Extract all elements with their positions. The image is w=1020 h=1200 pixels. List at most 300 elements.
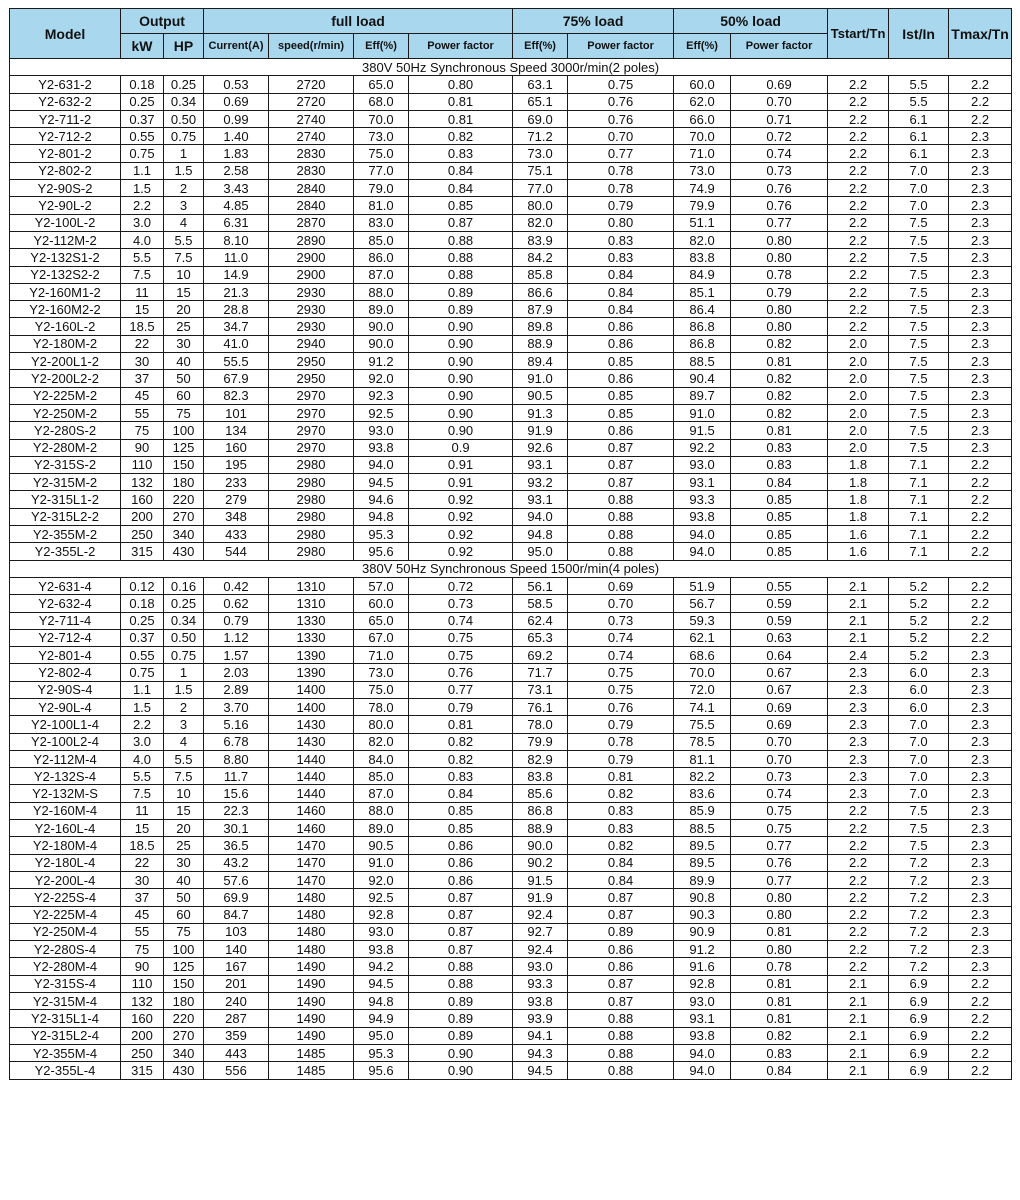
cell-current: 1.40 xyxy=(204,128,269,145)
cell-ist: 7.5 xyxy=(889,214,949,231)
cell-eff: 93.0 xyxy=(354,422,409,439)
cell-output-hp: 7.5 xyxy=(164,249,204,266)
cell-output-kw: 22 xyxy=(121,854,164,871)
cell-output-kw: 3.0 xyxy=(121,733,164,750)
cell-tmax: 2.3 xyxy=(949,750,1012,767)
cell-tstart: 2.1 xyxy=(828,975,889,992)
cell-eff-75: 92.4 xyxy=(513,906,568,923)
cell-current: 3.43 xyxy=(204,180,269,197)
cell-power-factor-75: 0.88 xyxy=(568,508,674,525)
cell-tmax: 2.3 xyxy=(949,128,1012,145)
cell-model: Y2-100L1-4 xyxy=(10,716,121,733)
cell-model: Y2-160L-4 xyxy=(10,820,121,837)
cell-ist: 6.0 xyxy=(889,698,949,715)
cell-power-factor-50: 0.75 xyxy=(731,820,828,837)
cell-eff-75: 76.1 xyxy=(513,698,568,715)
cell-output-kw: 1.5 xyxy=(121,180,164,197)
cell-eff: 95.6 xyxy=(354,1062,409,1079)
cell-tmax: 2.2 xyxy=(949,1044,1012,1061)
cell-power-factor: 0.87 xyxy=(409,906,513,923)
cell-speed: 2870 xyxy=(269,214,354,231)
cell-eff-75: 93.1 xyxy=(513,491,568,508)
cell-tstart: 2.2 xyxy=(828,197,889,214)
cell-tstart: 2.3 xyxy=(828,785,889,802)
cell-model: Y2-200L2-2 xyxy=(10,370,121,387)
cell-output-kw: 0.75 xyxy=(121,664,164,681)
cell-ist: 7.0 xyxy=(889,716,949,733)
cell-power-factor-50: 0.73 xyxy=(731,162,828,179)
table-row xyxy=(10,422,1012,439)
cell-output-hp: 100 xyxy=(164,941,204,958)
table-row xyxy=(10,318,1012,335)
cell-current: 167 xyxy=(204,958,269,975)
cell-eff-50: 93.0 xyxy=(674,993,731,1010)
cell-ist: 7.5 xyxy=(889,404,949,421)
cell-ist: 7.0 xyxy=(889,197,949,214)
cell-power-factor-75: 0.76 xyxy=(568,110,674,127)
cell-output-kw: 1.5 xyxy=(121,698,164,715)
cell-eff-50: 71.0 xyxy=(674,145,731,162)
cell-ist: 6.1 xyxy=(889,145,949,162)
cell-eff: 87.0 xyxy=(354,785,409,802)
cell-power-factor-50: 0.82 xyxy=(731,370,828,387)
cell-power-factor-75: 0.86 xyxy=(568,958,674,975)
cell-ist: 6.9 xyxy=(889,1010,949,1027)
cell-power-factor-75: 0.88 xyxy=(568,1027,674,1044)
cell-output-kw: 30 xyxy=(121,353,164,370)
cell-eff-50: 84.9 xyxy=(674,266,731,283)
cell-power-factor-50: 0.77 xyxy=(731,837,828,854)
cell-tmax: 2.2 xyxy=(949,508,1012,525)
cell-output-kw: 315 xyxy=(121,1062,164,1079)
cell-output-hp: 0.16 xyxy=(164,577,204,594)
cell-speed: 1310 xyxy=(269,595,354,612)
cell-current: 34.7 xyxy=(204,318,269,335)
cell-power-factor-50: 0.80 xyxy=(731,301,828,318)
cell-eff-50: 94.0 xyxy=(674,1062,731,1079)
cell-tstart: 2.1 xyxy=(828,1062,889,1079)
cell-eff-50: 89.5 xyxy=(674,854,731,871)
cell-model: Y2-801-2 xyxy=(10,145,121,162)
cell-tstart: 2.2 xyxy=(828,231,889,248)
cell-tstart: 1.6 xyxy=(828,543,889,560)
cell-ist: 7.5 xyxy=(889,370,949,387)
cell-eff-50: 56.7 xyxy=(674,595,731,612)
table-row xyxy=(10,993,1012,1010)
cell-power-factor: 0.82 xyxy=(409,750,513,767)
cell-tmax: 2.3 xyxy=(949,889,1012,906)
cell-model: Y2-112M-4 xyxy=(10,750,121,767)
cell-output-hp: 75 xyxy=(164,404,204,421)
cell-output-kw: 0.18 xyxy=(121,76,164,93)
cell-tmax: 2.3 xyxy=(949,214,1012,231)
cell-power-factor-75: 0.88 xyxy=(568,1044,674,1061)
header-hp: HP xyxy=(164,34,204,59)
cell-output-hp: 150 xyxy=(164,456,204,473)
cell-power-factor: 0.90 xyxy=(409,1062,513,1079)
cell-eff-50: 68.6 xyxy=(674,647,731,664)
cell-eff-75: 89.8 xyxy=(513,318,568,335)
cell-power-factor-50: 0.74 xyxy=(731,785,828,802)
table-row xyxy=(10,837,1012,854)
cell-eff: 65.0 xyxy=(354,76,409,93)
cell-ist: 7.0 xyxy=(889,733,949,750)
table-row xyxy=(10,698,1012,715)
cell-ist: 7.1 xyxy=(889,543,949,560)
table-row xyxy=(10,1044,1012,1061)
cell-eff: 71.0 xyxy=(354,647,409,664)
cell-output-kw: 0.37 xyxy=(121,110,164,127)
cell-model: Y2-315L1-4 xyxy=(10,1010,121,1027)
cell-eff-75: 89.4 xyxy=(513,353,568,370)
cell-power-factor: 0.84 xyxy=(409,180,513,197)
table-row xyxy=(10,249,1012,266)
cell-eff-50: 90.3 xyxy=(674,906,731,923)
cell-tstart: 1.8 xyxy=(828,474,889,491)
cell-output-kw: 0.55 xyxy=(121,128,164,145)
cell-output-kw: 18.5 xyxy=(121,837,164,854)
cell-model: Y2-280M-4 xyxy=(10,958,121,975)
cell-eff-75: 58.5 xyxy=(513,595,568,612)
cell-eff-75: 83.8 xyxy=(513,768,568,785)
cell-output-hp: 0.75 xyxy=(164,647,204,664)
header-power-factor-75: Power factor xyxy=(568,34,674,59)
cell-eff-75: 71.7 xyxy=(513,664,568,681)
cell-power-factor-75: 0.83 xyxy=(568,231,674,248)
cell-power-factor-75: 0.84 xyxy=(568,283,674,300)
table-row xyxy=(10,93,1012,110)
cell-eff-75: 94.5 xyxy=(513,1062,568,1079)
cell-output-hp: 430 xyxy=(164,543,204,560)
cell-power-factor: 0.75 xyxy=(409,629,513,646)
cell-tmax: 2.2 xyxy=(949,474,1012,491)
cell-tstart: 2.3 xyxy=(828,716,889,733)
cell-tmax: 2.3 xyxy=(949,716,1012,733)
cell-power-factor: 0.90 xyxy=(409,387,513,404)
cell-tstart: 2.2 xyxy=(828,301,889,318)
cell-speed: 2970 xyxy=(269,422,354,439)
cell-tstart: 2.2 xyxy=(828,802,889,819)
cell-eff: 75.0 xyxy=(354,681,409,698)
cell-speed: 2980 xyxy=(269,526,354,543)
cell-power-factor-75: 0.76 xyxy=(568,93,674,110)
cell-tstart: 2.1 xyxy=(828,629,889,646)
cell-output-kw: 2.2 xyxy=(121,716,164,733)
cell-power-factor-50: 0.64 xyxy=(731,647,828,664)
cell-eff-50: 74.9 xyxy=(674,180,731,197)
cell-output-kw: 5.5 xyxy=(121,249,164,266)
cell-ist: 7.5 xyxy=(889,439,949,456)
cell-speed: 1490 xyxy=(269,975,354,992)
cell-tmax: 2.3 xyxy=(949,923,1012,940)
cell-tmax: 2.3 xyxy=(949,733,1012,750)
cell-tstart: 2.1 xyxy=(828,1027,889,1044)
cell-output-kw: 7.5 xyxy=(121,266,164,283)
cell-tstart: 2.2 xyxy=(828,958,889,975)
cell-power-factor-75: 0.89 xyxy=(568,923,674,940)
cell-tmax: 2.2 xyxy=(949,595,1012,612)
cell-power-factor-75: 0.87 xyxy=(568,993,674,1010)
cell-power-factor-50: 0.83 xyxy=(731,456,828,473)
cell-eff-50: 70.0 xyxy=(674,128,731,145)
motor-spec-table xyxy=(9,8,1012,1080)
header-current: Current(A) xyxy=(204,34,269,59)
cell-model: Y2-180M-2 xyxy=(10,335,121,352)
cell-eff-75: 92.4 xyxy=(513,941,568,958)
table-row xyxy=(10,716,1012,733)
cell-tstart: 2.2 xyxy=(828,837,889,854)
cell-power-factor-50: 0.70 xyxy=(731,733,828,750)
cell-eff-50: 91.5 xyxy=(674,422,731,439)
cell-eff-75: 90.0 xyxy=(513,837,568,854)
cell-current: 11.0 xyxy=(204,249,269,266)
cell-power-factor-75: 0.79 xyxy=(568,197,674,214)
motor-spec-sheet xyxy=(9,8,1011,1080)
table-row xyxy=(10,180,1012,197)
cell-tstart: 1.8 xyxy=(828,456,889,473)
cell-model: Y2-711-2 xyxy=(10,110,121,127)
cell-eff: 90.5 xyxy=(354,837,409,854)
header-50-load: 50% load xyxy=(674,9,828,34)
cell-power-factor: 0.87 xyxy=(409,923,513,940)
cell-current: 2.89 xyxy=(204,681,269,698)
cell-eff: 75.0 xyxy=(354,145,409,162)
cell-power-factor-50: 0.81 xyxy=(731,422,828,439)
cell-tstart: 2.2 xyxy=(828,93,889,110)
cell-speed: 2970 xyxy=(269,404,354,421)
cell-eff: 95.6 xyxy=(354,543,409,560)
cell-tstart: 2.3 xyxy=(828,681,889,698)
cell-tmax: 2.3 xyxy=(949,958,1012,975)
cell-model: Y2-802-2 xyxy=(10,162,121,179)
cell-eff-75: 82.0 xyxy=(513,214,568,231)
cell-model: Y2-180L-4 xyxy=(10,854,121,871)
cell-speed: 2970 xyxy=(269,387,354,404)
cell-model: Y2-132S-4 xyxy=(10,768,121,785)
cell-ist: 6.9 xyxy=(889,1044,949,1061)
cell-speed: 1460 xyxy=(269,802,354,819)
cell-eff-50: 89.5 xyxy=(674,837,731,854)
cell-tstart: 2.1 xyxy=(828,612,889,629)
cell-speed: 1460 xyxy=(269,820,354,837)
cell-output-kw: 132 xyxy=(121,474,164,491)
cell-eff-75: 91.9 xyxy=(513,422,568,439)
cell-current: 359 xyxy=(204,1027,269,1044)
cell-model: Y2-250M-2 xyxy=(10,404,121,421)
cell-output-hp: 4 xyxy=(164,733,204,750)
cell-current: 3.70 xyxy=(204,698,269,715)
cell-power-factor-50: 0.76 xyxy=(731,854,828,871)
header-ist: Ist/In xyxy=(889,9,949,59)
cell-power-factor: 0.73 xyxy=(409,595,513,612)
cell-power-factor: 0.92 xyxy=(409,491,513,508)
cell-output-kw: 18.5 xyxy=(121,318,164,335)
table-row xyxy=(10,785,1012,802)
cell-eff-50: 90.4 xyxy=(674,370,731,387)
cell-eff: 81.0 xyxy=(354,197,409,214)
cell-tstart: 2.2 xyxy=(828,941,889,958)
cell-tstart: 2.2 xyxy=(828,180,889,197)
cell-power-factor: 0.72 xyxy=(409,577,513,594)
cell-ist: 7.5 xyxy=(889,820,949,837)
cell-eff: 73.0 xyxy=(354,664,409,681)
cell-power-factor: 0.89 xyxy=(409,283,513,300)
cell-eff-50: 74.1 xyxy=(674,698,731,715)
cell-power-factor-50: 0.85 xyxy=(731,508,828,525)
cell-model: Y2-315M-4 xyxy=(10,993,121,1010)
cell-tmax: 2.2 xyxy=(949,76,1012,93)
cell-model: Y2-132M-S xyxy=(10,785,121,802)
cell-model: Y2-711-4 xyxy=(10,612,121,629)
cell-output-kw: 1.1 xyxy=(121,681,164,698)
cell-eff: 94.6 xyxy=(354,491,409,508)
table-row xyxy=(10,923,1012,940)
cell-power-factor-75: 0.87 xyxy=(568,474,674,491)
cell-power-factor-50: 0.76 xyxy=(731,180,828,197)
cell-ist: 7.1 xyxy=(889,456,949,473)
table-row xyxy=(10,353,1012,370)
cell-current: 36.5 xyxy=(204,837,269,854)
cell-ist: 7.5 xyxy=(889,335,949,352)
cell-eff: 87.0 xyxy=(354,266,409,283)
cell-power-factor-50: 0.59 xyxy=(731,612,828,629)
cell-eff-50: 88.5 xyxy=(674,820,731,837)
cell-eff: 60.0 xyxy=(354,595,409,612)
cell-current: 544 xyxy=(204,543,269,560)
cell-model: Y2-801-4 xyxy=(10,647,121,664)
cell-ist: 7.5 xyxy=(889,837,949,854)
cell-speed: 1430 xyxy=(269,716,354,733)
cell-power-factor-75: 0.76 xyxy=(568,698,674,715)
cell-eff: 65.0 xyxy=(354,612,409,629)
cell-tstart: 2.1 xyxy=(828,993,889,1010)
table-row xyxy=(10,145,1012,162)
cell-power-factor: 0.86 xyxy=(409,854,513,871)
cell-current: 4.85 xyxy=(204,197,269,214)
cell-output-kw: 7.5 xyxy=(121,785,164,802)
cell-output-hp: 50 xyxy=(164,370,204,387)
cell-model: Y2-90L-4 xyxy=(10,698,121,715)
cell-speed: 2950 xyxy=(269,353,354,370)
cell-tstart: 2.0 xyxy=(828,422,889,439)
cell-tmax: 2.3 xyxy=(949,439,1012,456)
cell-current: 82.3 xyxy=(204,387,269,404)
cell-power-factor-75: 0.86 xyxy=(568,370,674,387)
cell-tmax: 2.2 xyxy=(949,543,1012,560)
cell-eff: 90.0 xyxy=(354,318,409,335)
cell-ist: 7.5 xyxy=(889,301,949,318)
cell-speed: 1400 xyxy=(269,698,354,715)
header-kw: kW xyxy=(121,34,164,59)
cell-tmax: 2.2 xyxy=(949,1027,1012,1044)
cell-tmax: 2.3 xyxy=(949,647,1012,664)
cell-ist: 5.2 xyxy=(889,647,949,664)
cell-model: Y2-355M-2 xyxy=(10,526,121,543)
cell-ist: 7.2 xyxy=(889,923,949,940)
cell-speed: 2980 xyxy=(269,543,354,560)
cell-power-factor-50: 0.63 xyxy=(731,629,828,646)
cell-output-kw: 0.18 xyxy=(121,595,164,612)
cell-output-hp: 3 xyxy=(164,197,204,214)
cell-power-factor-75: 0.87 xyxy=(568,906,674,923)
cell-speed: 2930 xyxy=(269,283,354,300)
cell-model: Y2-160L-2 xyxy=(10,318,121,335)
cell-tmax: 2.2 xyxy=(949,526,1012,543)
cell-power-factor-75: 0.82 xyxy=(568,785,674,802)
table-row xyxy=(10,802,1012,819)
cell-power-factor-75: 0.69 xyxy=(568,577,674,594)
table-row xyxy=(10,595,1012,612)
cell-ist: 7.5 xyxy=(889,422,949,439)
table-row xyxy=(10,871,1012,888)
cell-speed: 1490 xyxy=(269,958,354,975)
cell-output-hp: 20 xyxy=(164,301,204,318)
cell-output-hp: 3 xyxy=(164,716,204,733)
cell-current: 195 xyxy=(204,456,269,473)
table-row xyxy=(10,681,1012,698)
table-row xyxy=(10,128,1012,145)
cell-speed: 1400 xyxy=(269,681,354,698)
cell-ist: 7.0 xyxy=(889,768,949,785)
cell-eff-50: 93.8 xyxy=(674,508,731,525)
cell-eff-50: 94.0 xyxy=(674,526,731,543)
cell-current: 11.7 xyxy=(204,768,269,785)
header-power-factor-50: Power factor xyxy=(731,34,828,59)
cell-eff: 94.8 xyxy=(354,993,409,1010)
cell-power-factor: 0.92 xyxy=(409,508,513,525)
cell-eff: 88.0 xyxy=(354,802,409,819)
cell-power-factor-75: 0.82 xyxy=(568,837,674,854)
cell-speed: 1430 xyxy=(269,733,354,750)
cell-power-factor: 0.87 xyxy=(409,941,513,958)
cell-eff-75: 62.4 xyxy=(513,612,568,629)
cell-tmax: 2.2 xyxy=(949,93,1012,110)
cell-current: 160 xyxy=(204,439,269,456)
cell-ist: 7.5 xyxy=(889,231,949,248)
cell-power-factor-75: 0.88 xyxy=(568,1010,674,1027)
cell-power-factor-75: 0.73 xyxy=(568,612,674,629)
cell-power-factor-75: 0.86 xyxy=(568,335,674,352)
cell-power-factor: 0.77 xyxy=(409,681,513,698)
cell-current: 134 xyxy=(204,422,269,439)
cell-tmax: 2.3 xyxy=(949,266,1012,283)
cell-model: Y2-180M-4 xyxy=(10,837,121,854)
cell-speed: 1390 xyxy=(269,647,354,664)
cell-output-kw: 55 xyxy=(121,404,164,421)
cell-power-factor: 0.90 xyxy=(409,353,513,370)
table-row xyxy=(10,76,1012,93)
cell-eff-75: 92.6 xyxy=(513,439,568,456)
cell-ist: 7.5 xyxy=(889,283,949,300)
cell-tstart: 2.3 xyxy=(828,698,889,715)
cell-model: Y2-90S-4 xyxy=(10,681,121,698)
cell-power-factor-75: 0.88 xyxy=(568,526,674,543)
cell-eff-75: 56.1 xyxy=(513,577,568,594)
cell-speed: 1440 xyxy=(269,750,354,767)
cell-power-factor-50: 0.80 xyxy=(731,906,828,923)
cell-tmax: 2.3 xyxy=(949,871,1012,888)
cell-ist: 7.5 xyxy=(889,387,949,404)
cell-eff: 89.0 xyxy=(354,820,409,837)
header-power-factor: Power factor xyxy=(409,34,513,59)
cell-eff: 92.5 xyxy=(354,404,409,421)
cell-eff-75: 86.8 xyxy=(513,802,568,819)
cell-tstart: 1.8 xyxy=(828,491,889,508)
cell-current: 57.6 xyxy=(204,871,269,888)
cell-current: 0.62 xyxy=(204,595,269,612)
cell-eff-75: 85.6 xyxy=(513,785,568,802)
cell-model: Y2-632-2 xyxy=(10,93,121,110)
